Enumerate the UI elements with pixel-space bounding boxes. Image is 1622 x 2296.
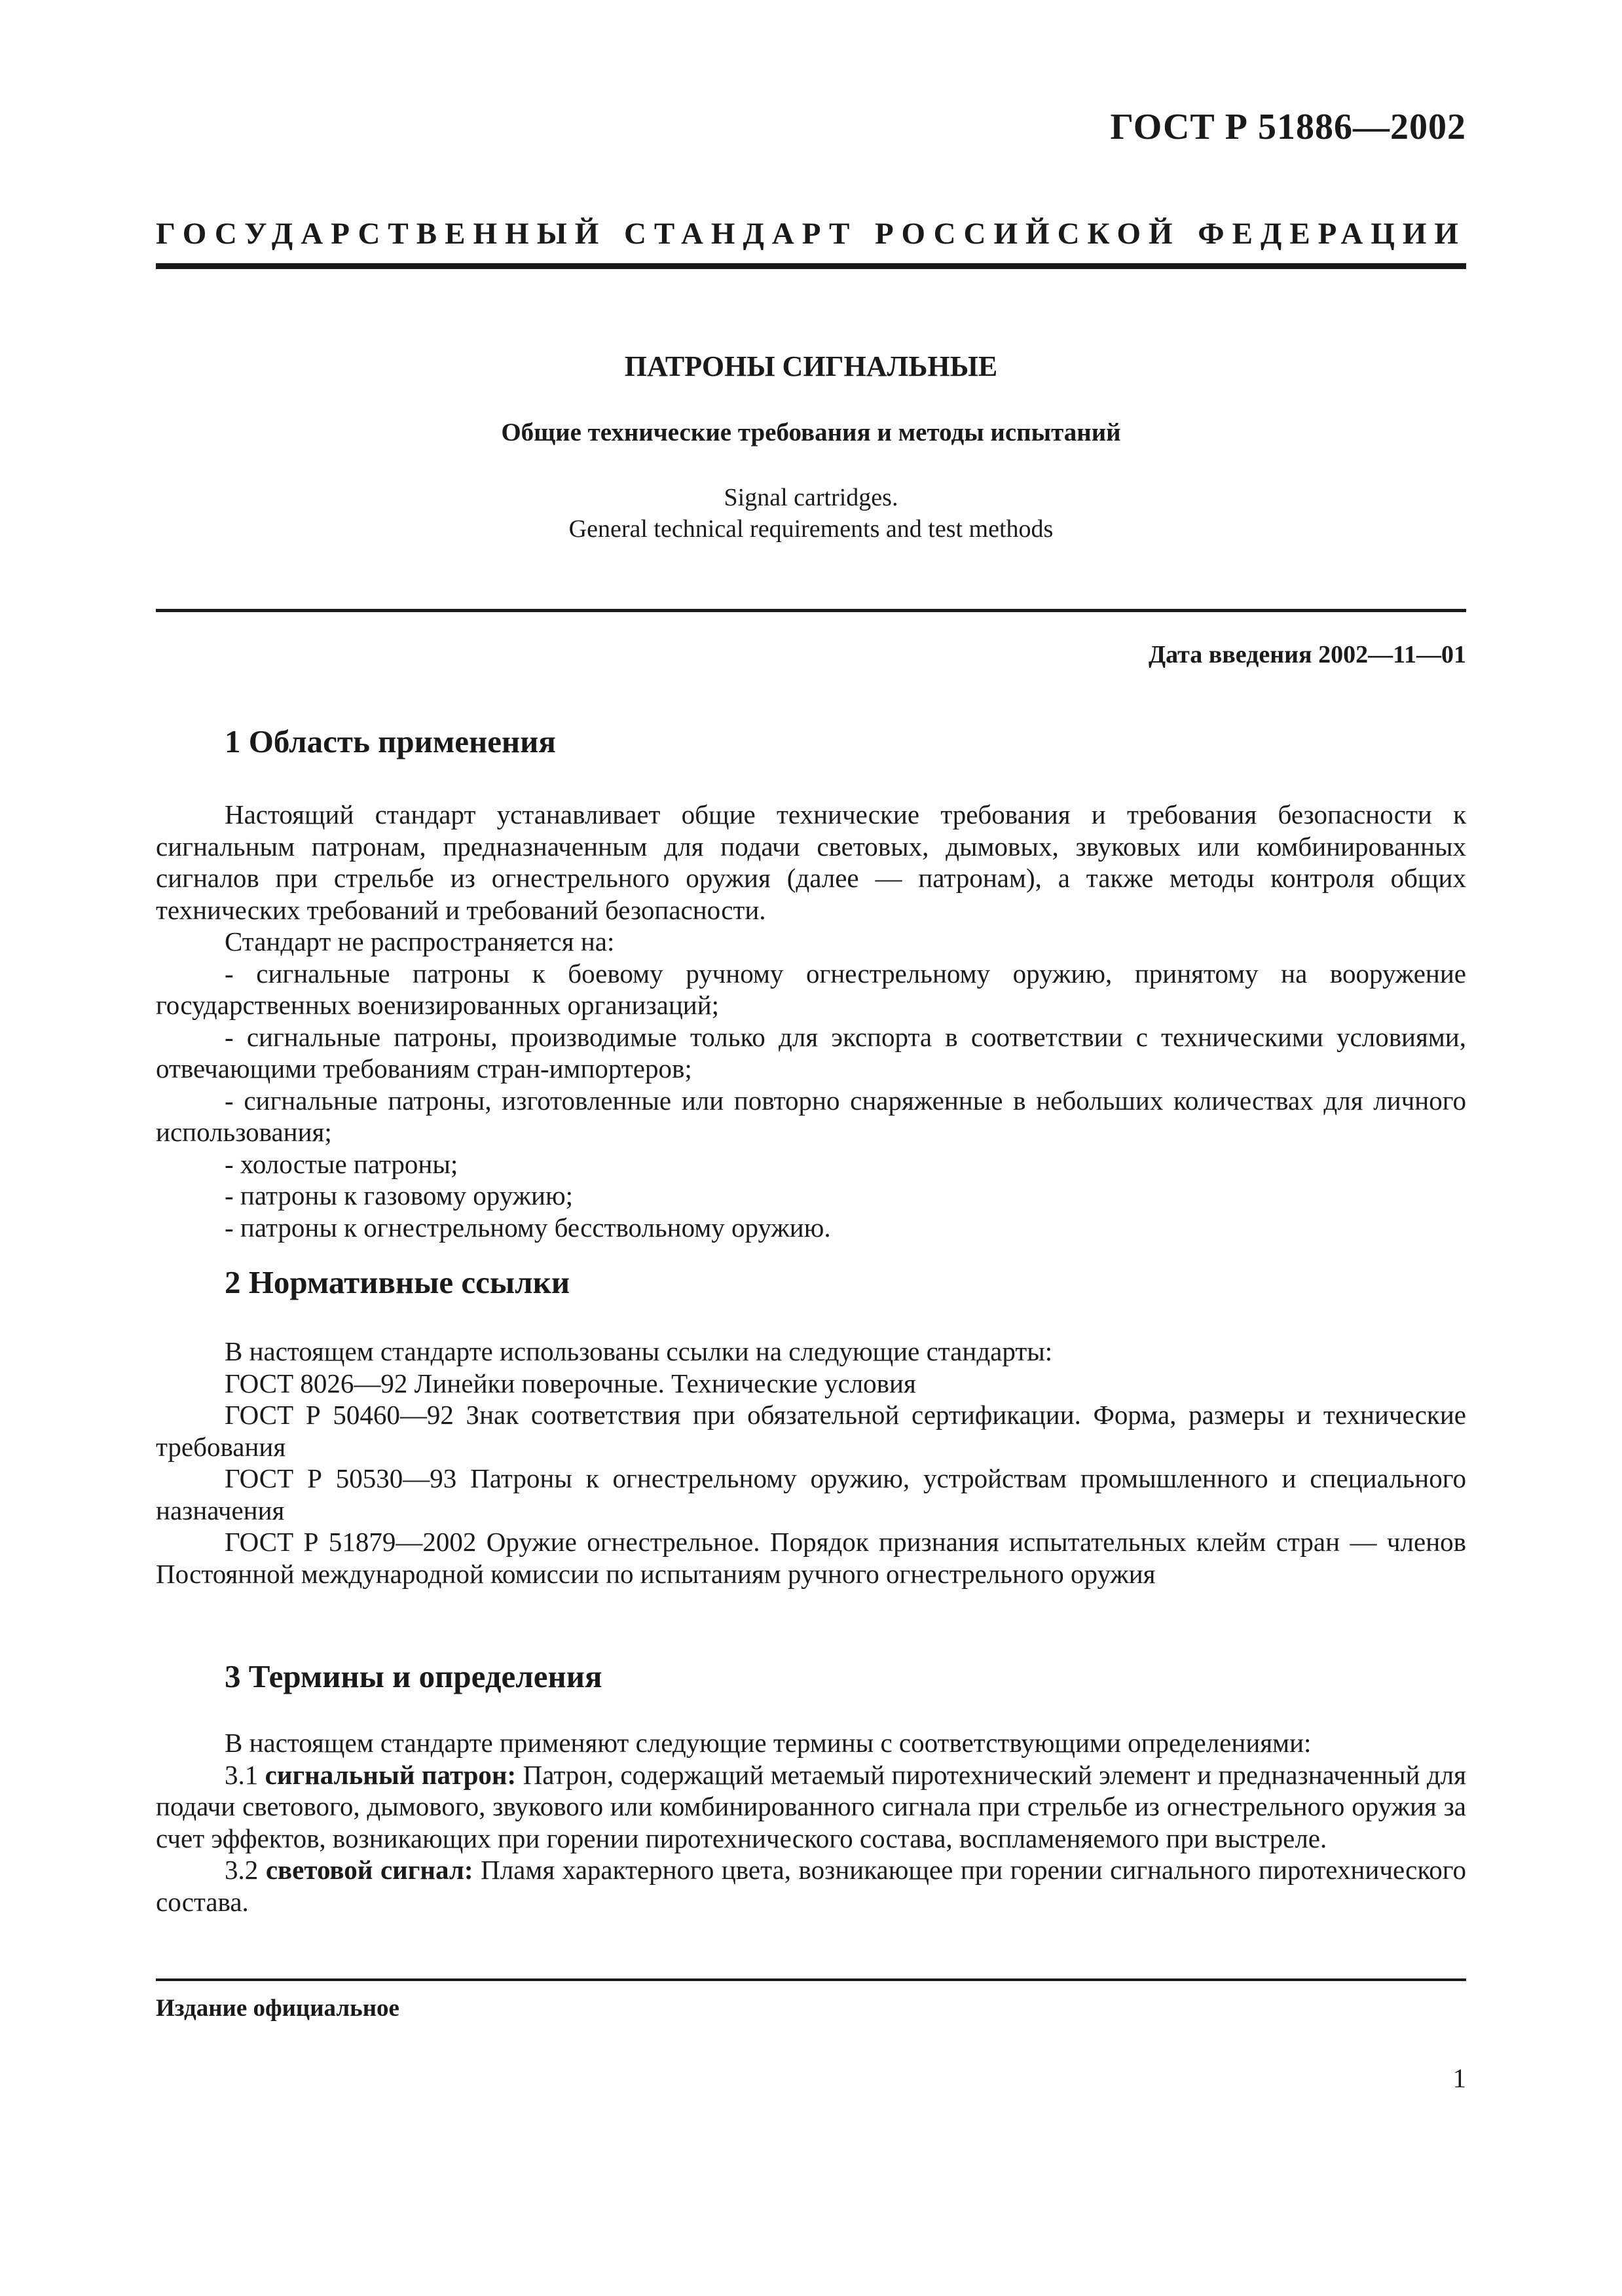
header-divider — [156, 263, 1466, 269]
exclusion-item: - патроны к газовому оружию; — [225, 1180, 573, 1211]
definition-term: сигнальный патрон: — [265, 1759, 517, 1790]
exclusion-item: - сигнальные патроны к боевому ручному огнестрельному оружию, принятому на вооружение государственных военизированных организаций; — [156, 958, 1466, 1020]
english-title-line-2: General technical requirements and test methods — [568, 515, 1054, 543]
definition-number: 3.1 — [225, 1759, 259, 1790]
exclusion-item: - сигнальные патроны, изготовленные или повторно снаряженные в небольших количествах для личного использования; — [156, 1085, 1466, 1147]
section-1-paragraph: Настоящий стандарт устанавливает общие технические требования и требования безопасности к сигнальным патронам, предназначенным для подачи световых, дымовых, звуковых или комбинированных сигналов при стрельбе из огнестрельного оружия (далее — патронам), а также методы контроля общих технических требований и требований безопасности. — [156, 799, 1466, 925]
document-subtitle: Общие технические требования и методы испытаний — [501, 418, 1121, 446]
english-title — [156, 482, 1466, 545]
section-2-heading: 2 Нормативные ссылки — [225, 1264, 570, 1300]
definition-text: Патрон, содержащий метаемый пиротехнический элемент и предназначенный для подачи светового, дымового, звукового или комбинированного сигнала при стрельбе из огнестрельного оружия за счет эффектов, возникающих при горении пиротехнического состава, воспламеняемого при выстреле. — [156, 1759, 1467, 1853]
definition-3-1 — [156, 1759, 1466, 1855]
section-2-paragraph: В настоящем стандарте использованы ссылки на следующие стандарты: — [225, 1336, 1053, 1366]
introduction-date: Дата введения 2002—11—01 — [1148, 641, 1466, 668]
section-1-exclusions-intro: Стандарт не распространяется на: — [225, 926, 615, 957]
section-1-heading: 1 Область применения — [225, 723, 556, 759]
reference-item: ГОСТ Р 50460—92 Знак соответствия при обязательной сертификации. Форма, размеры и технические требования — [156, 1400, 1466, 1462]
section-3-body — [156, 1727, 1466, 1918]
reference-item: ГОСТ Р 50530—93 Патроны к огнестрельному оружию, устройствам промышленного и специального назначения — [156, 1463, 1466, 1525]
section-1-body — [156, 799, 1466, 1243]
document-title: ПАТРОНЫ СИГНАЛЬНЫЕ — [624, 350, 998, 382]
definition-term: световой сигнал: — [265, 1855, 473, 1885]
exclusion-item: - патроны к огнестрельному бесствольному оружию. — [225, 1212, 831, 1243]
document-code: ГОСТ Р 51886—2002 — [1110, 107, 1466, 147]
footer-divider — [156, 1978, 1466, 1981]
definition-text: Пламя характерного цвета, возникающее при горении сигнального пиротехнического состава. — [156, 1855, 1467, 1917]
definition-3-2 — [156, 1854, 1466, 1918]
state-standard-banner: ГОСУДАРСТВЕННЫЙ СТАНДАРТ РОССИЙСКОЙ ФЕДЕРАЦИИ — [156, 217, 1466, 251]
official-edition-label: Издание официальное — [156, 1995, 399, 2022]
title-divider — [156, 609, 1466, 612]
section-2-body — [156, 1336, 1466, 1590]
english-title-line-1: Signal cartridges. — [724, 484, 898, 511]
definition-number: 3.2 — [225, 1855, 259, 1885]
page-number: 1 — [1452, 2063, 1466, 2093]
exclusion-item: - сигнальные патроны, производимые только для экспорта в соответствии с техническими условиями, отвечающими требованиям стран-импортеров; — [156, 1021, 1466, 1084]
section-3-heading: 3 Термины и определения — [225, 1658, 602, 1694]
reference-item: ГОСТ 8026—92 Линейки поверочные. Технические условия — [225, 1368, 916, 1398]
exclusion-item: - холостые патроны; — [225, 1148, 458, 1179]
section-3-paragraph: В настоящем стандарте применяют следующие термины с соответствующими определениями: — [225, 1728, 1312, 1758]
reference-item: ГОСТ Р 51879—2002 Оружие огнестрельное. Порядок признания испытательных клейм стран — членов Постоянной международной комиссии по испытаниям ручного огнестрельного оружия — [156, 1527, 1466, 1589]
